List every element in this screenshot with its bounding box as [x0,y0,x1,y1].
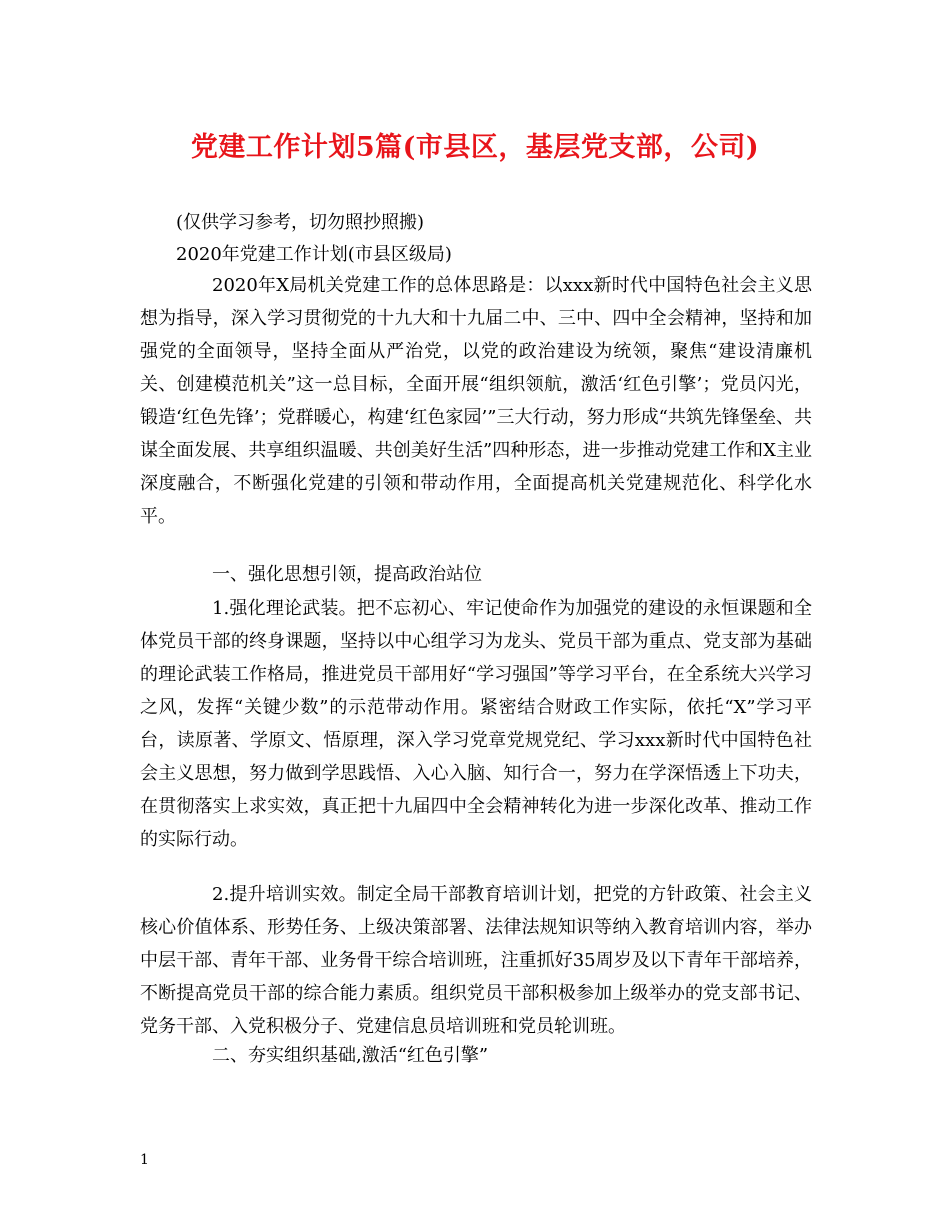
paragraph-training: 2.提升培训实效。制定全局干部教育培训计划，把党的方针政策、社会主义核心价值体系、形势任务、上级决策部署、法律法规知识等纳入教育培训内容，举办中层干部、青年干部、业务骨干综合培训班，注重抓好35周岁及以下青年干部培养，不断提高党员干部的综合能力素质。组织党员干部积极参加上级举办的党支部书记、党务干部、入党积极分子、党建信息员培训班和党员轮训班。 [140,884,812,1037]
paragraph-overview: 2020年X局机关党建工作的总体思路是：以xxx新时代中国特色社会主义思想为指导，深入学习贯彻党的十九大和十九届二中、三中、四中全会精神，坚持和加强党的全面领导，坚持全面从严治党，以党的政治建设为统领，聚焦“建设清廉机关、创建模范机关”这一总目标，全面开展“组织领航，激活‘红色引擎’；党员闪光，锻造‘红色先锋’；党群暖心，构建‘红色家园’”三大行动，努力形成“共筑先锋堡垒、共谋全面发展、共享组织温暖、共创美好生活”四种形态，进一步推动党建工作和X主业深度融合，不断强化党建的引领和带动作用，全面提高机关党建规范化、科学化水平。 [140,275,812,527]
document-subtitle: 2020年党建工作计划(市县区级局) [176,244,452,265]
section-heading-2: 二、夯实组织基础,激活“红色引擎” [212,1045,489,1066]
document-title: 党建工作计划5篇(市县区，基层党支部，公司) [190,132,760,163]
page-number: 1 [140,1152,149,1168]
section-heading-1: 一、强化思想引领，提高政治站位 [212,564,482,585]
usage-note: (仅供学习参考，切勿照抄照搬) [176,212,425,233]
paragraph-theory: 1.强化理论武装。把不忘初心、牢记使命作为加强党的建设的永恒课题和全体党员干部的终身课题，坚持以中心组学习为龙头、党员干部为重点、党支部为基础的理论武装工作格局，推进党员干部用好“学习强国”等学习平台，在全系统大兴学习之风，发挥“关键少数”的示范带动作用。紧密结合财政工作实际，依托“X”学习平台，读原著、学原文、悟原理，深入学习党章党规党纪、学习xxx新时代中国特色社会主义思想，努力做到学思践悟、入心入脑、知行合一，努力在学深悟透上下功夫，在贯彻落实上求实效，真正把十九届四中全会精神转化为进一步深化改革、推动工作的实际行动。 [140,598,812,850]
